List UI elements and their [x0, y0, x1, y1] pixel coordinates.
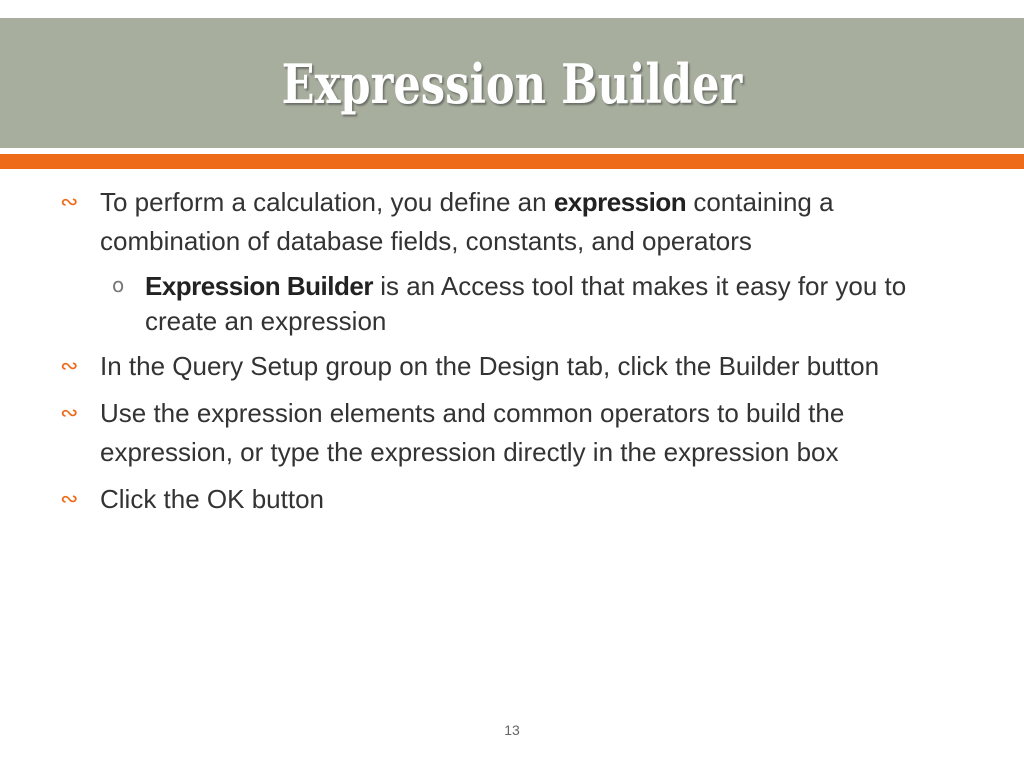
bullet-emphasis: expression: [553, 187, 687, 217]
curly-swirl-bullet-icon: ∾: [60, 401, 79, 426]
bullet-text: Click the OK button: [100, 484, 324, 514]
sub-bullet-expression-builder: [60, 269, 980, 339]
bullet-item-query-setup: [60, 347, 980, 386]
bullet-text: Use the expression elements and common operators to build the expression, or type the expression directly in the expression box: [100, 398, 845, 467]
bullet-item-define-expression: [60, 183, 980, 261]
curly-swirl-bullet-icon: ∾: [60, 354, 79, 379]
bullet-text: In the Query Setup group on the Design tab, click the Builder button: [100, 351, 880, 381]
bullet-text: containing a combination of database fields, constants, and operators: [100, 187, 834, 256]
curly-swirl-bullet-icon: ∾: [60, 190, 79, 215]
sub-bullet-emphasis: Expression Builder: [145, 271, 373, 301]
bullet-item-use-elements: [60, 394, 980, 472]
bullet-text: To perform a calculation, you define an: [100, 187, 554, 217]
slide-title: Expression Builder: [281, 52, 743, 116]
hollow-circle-bullet-icon: o: [112, 273, 125, 297]
sub-bullet-text: is an Access tool that makes it easy for you to create an expression: [145, 271, 907, 336]
accent-bar: [0, 154, 1024, 169]
bullet-item-click-ok: [60, 480, 980, 519]
page-number: 13: [504, 722, 520, 738]
curly-swirl-bullet-icon: ∾: [60, 487, 79, 512]
slide-body: [60, 183, 980, 527]
